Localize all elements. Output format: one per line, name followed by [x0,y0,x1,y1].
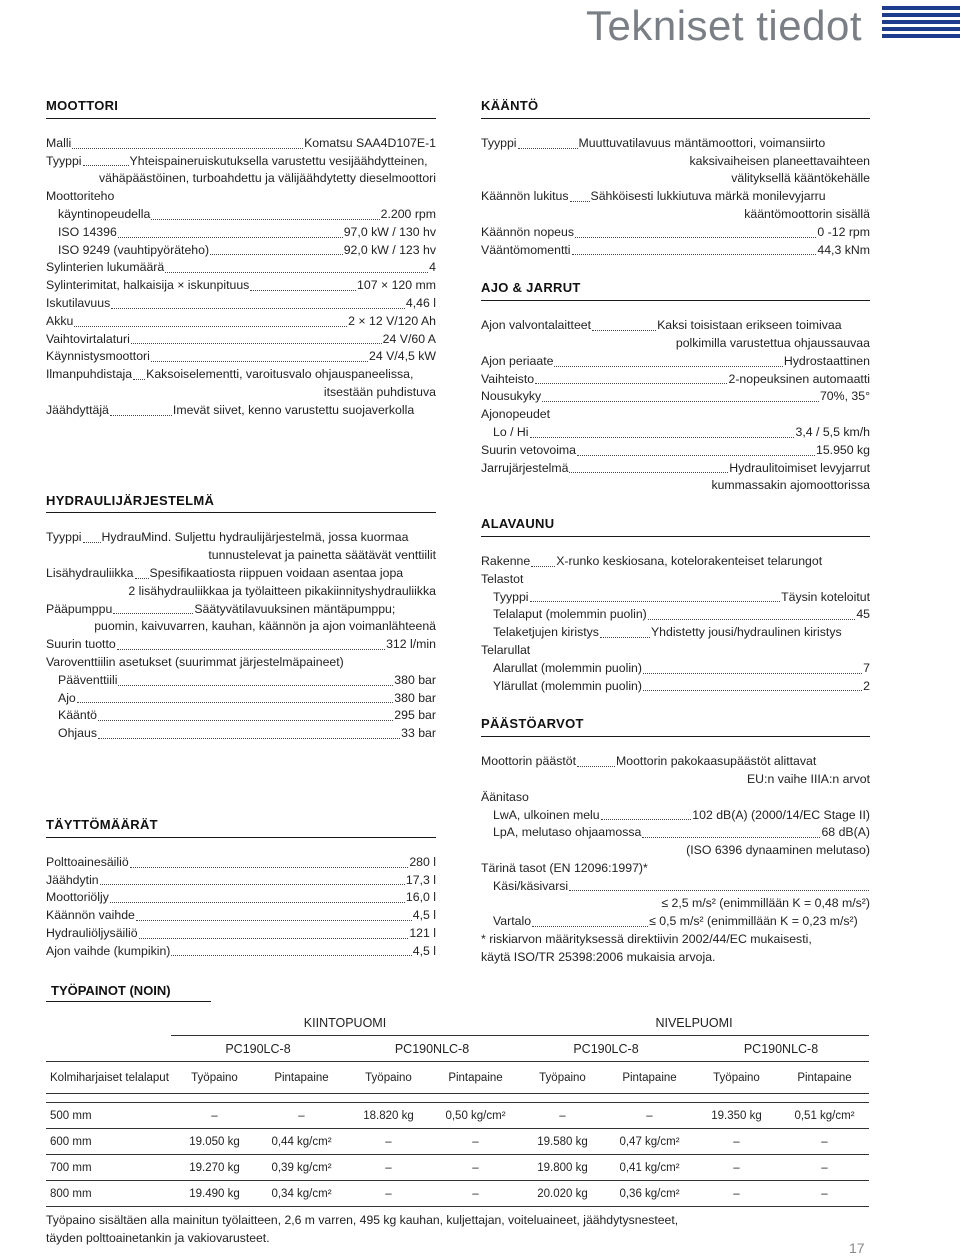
spec-heading: Telarullat [481,642,531,657]
spec-row: Jäähdyttäjä Imevät siivet, kenno varustettu suojaverkolla [46,402,415,417]
spec-row: LwA, ulkoinen melu 102 dB(A) (2000/14/EC Stage II) [493,807,870,822]
table-header-row [46,1010,869,1036]
spec-row: Pääventtiili 380 bar [58,672,436,687]
spec-continuation: 2 lisähydrauliikkaa ja työlaitteen pikakiinnityshydrauliikka [128,583,436,598]
spec-row: Tyyppi Yhteispaineruiskutuksella varustettu vesijäähdytteinen, [46,153,428,168]
spec-continuation: kaksivaiheisen planeettavaihteen [689,153,870,168]
spec-heading: Ajonopeudet [481,407,551,422]
spec-row: Jäähdytin 17,3 l [46,872,436,887]
section-title-tyopainot: TYÖPAINOT (NOIN) [46,983,211,1002]
spec-row: Ohjaus 33 bar [58,726,436,741]
table-model-header: PC190LC-8 [225,1041,291,1056]
spec-row: Käännön vaihde 4,5 l [46,908,436,923]
spec-heading: Tärinä tasot (EN 12096:1997)* [481,860,648,875]
section-title-hydraulijarjestelma: HYDRAULIJÄRJESTELMÄ [46,492,436,514]
spec-row: LpA, melutaso ohjaamossa 68 dB(A) [493,825,870,840]
spec-row: Tyyppi Täysin koteloitut [493,589,870,604]
spec-row: Pääpumppu Säätyvätilavuuksinen mäntäpumppu; [46,601,396,616]
spec-continuation: ≤ 2,5 m/s² (enimmillään K = 0,48 m/s²) [661,896,870,911]
spec-continuation: välityksellä kääntökehälle [731,171,870,186]
page-number: 17 [849,1240,865,1256]
spec-continuation: kummassakin ajomoottorissa [711,478,870,493]
spec-row: Moottoriöljy 16,0 l [46,890,436,905]
spec-continuation: tunnustelevat ja painetta säätävät venttiilit [208,548,436,563]
spec-heading: Telastot [481,571,524,586]
table-model-header: PC190NLC-8 [743,1041,819,1056]
spec-row: Käännön lukitus Sähköisesti lukkiutuva märkä monilevyjarru [481,189,826,204]
section-title-tayttomaarat: TÄYTTÖMÄÄRÄT [46,816,436,838]
spec-row: Tyyppi Muuttuvatilavuus mäntämoottori, voimansiirto [481,135,826,150]
section-title-kaanto: KÄÄNTÖ [481,97,870,119]
table-model-header: PC190NLC-8 [394,1041,470,1056]
spec-continuation: puomin, kaivuvarren, kauhan, käännön ja ajon voimanlähteenä [94,619,436,634]
spec-row: Ajon vaihde (kumpikin) 4,5 l [46,943,436,958]
section-title-ajo-jarrut: AJO & JARRUT [481,279,870,301]
spec-row: Ajon periaate Hydrostaattinen [481,353,870,368]
spec-row: Akku 2 × 12 V/120 Ah [46,313,436,328]
table-row: 600 mm 19.050 kg 0,44 kg/cm² – – 19.580 kg 0,47 kg/cm² – – [46,1129,869,1155]
spec-row: Tyyppi HydrauMind. Suljettu hydraulijärjestelmä, jossa kuormaa [46,530,409,545]
spec-row: Moottorin päästöt Moottorin pakokaasupäästöt alittavat [481,754,817,769]
spec-row: Kääntö 295 bar [58,708,436,723]
brand-stripes [882,6,960,42]
page-title: Tekniset tiedot [586,2,862,49]
spec-continuation: vähäpäästöinen, turboahdettu ja välijäähdytetty dieselmoottori [98,171,436,186]
spec-row: Vääntömomentti 44,3 kNm [481,242,870,257]
spec-row: Vartalo ≤ 0,5 m/s² (enimmillään K = 0,23 m/s²) [493,914,858,929]
spec-continuation: kääntömoottorin sisällä [744,206,870,221]
spec-row: Käynnistysmoottori 24 V/4,5 kW [46,349,436,364]
section-title-moottori: MOOTTORI [46,97,436,119]
spec-row: Sylinterien lukumäärä 4 [46,260,436,275]
spec-row: Vaihteisto 2-nopeuksinen automaatti [481,371,870,386]
section-title-alavaunu: ALAVAUNU [481,515,870,537]
spec-row: ISO 9249 (vauhtipyöräteho) 92,0 kW / 123 hv [58,242,436,257]
footnote: * riskiarvon määrityksessä direktiivin 2002/44/EC mukaisesti, [481,932,812,947]
spec-row: Käännön nopeus 0 -12 rpm [481,224,870,239]
spec-heading: Äänitaso [481,789,529,804]
table-model-header: PC190LC-8 [573,1041,639,1056]
spec-row: Alarullat (molemmin puolin) 7 [493,660,870,675]
table-group-header: KIINTOPUOMI [171,1010,519,1036]
spec-row: Ilmanpuhdistaja Kaksoiselementti, varoitusvalo ohjauspaneelissa, [46,367,414,382]
spec-row: Sylinterimitat, halkaisija × iskunpituus 107 × 120 mm [46,278,436,293]
spec-row: Polttoainesäiliö 280 l [46,854,436,869]
spec-row: Lo / Hi 3,4 / 5,5 km/h [493,424,870,439]
table-subheader-row: Kolmiharjaiset telalaput Työpaino Pintapaine Työpaino Pintapaine Työpaino Pintapaine Työpaino Pintapaine [46,1062,869,1094]
table-row: 500 mm – – 18.820 kg 0,50 kg/cm² – – 19.350 kg 0,51 kg/cm² [46,1103,869,1129]
spec-continuation: (ISO 6396 dynaaminen melutaso) [686,843,870,858]
spec-row: Jarrujärjestelmä Hydraulitoimiset levyjarrut [481,460,870,475]
spec-row: Suurin tuotto 312 l/min [46,637,436,652]
left-column [46,97,436,960]
spec-row: Nousukyky 70%, 35° [481,389,870,404]
weights-note: Työpaino sisältäen alla mainitun työlaitteen, 2,6 m varren, 495 kg kauhan, kuljettajan, voiteluaineet, jäähdytysnesteet, [46,1213,679,1227]
weights-table [46,1010,869,1207]
footnote: käytä ISO/TR 25398:2006 mukaisia arvoja. [481,949,716,964]
spec-row: Iskutilavuus 4,46 l [46,295,436,310]
spec-row: käyntinopeudella 2.200 rpm [58,206,436,221]
spec-row: Ylärullat (molemmin puolin) 2 [493,678,870,693]
spec-continuation: EU:n vaihe IIIA:n arvot [746,771,870,786]
table-row: 700 mm 19.270 kg 0,39 kg/cm² – – 19.800 kg 0,41 kg/cm² – – [46,1155,869,1181]
spec-row: Käsi/käsivarsi [481,878,870,896]
spec-row: Suurin vetovoima 15.950 kg [481,442,870,457]
table-group-header: NIVELPUOMI [519,1010,869,1036]
spec-continuation: itsestään puhdistuva [323,384,436,399]
spec-row: Rakenne X-runko keskiosana, kotelorakenteiset telarungot [481,553,823,568]
table-header-row [46,1036,869,1062]
spec-row: Malli Komatsu SAA4D107E-1 [46,135,436,150]
spec-continuation: polkimilla varustettua ohjaussauvaa [675,335,870,350]
spec-row: Ajon valvontalaitteet Kaksi toisistaan erikseen toimivaa [481,318,842,333]
spec-row: Telaketjujen kiristys Yhdistetty jousi/hydraulinen kiristys [493,625,842,640]
weights-section [46,983,869,1247]
right-column [481,97,870,967]
spec-row: Vaihtovirtalaturi 24 V/60 A [46,331,436,346]
section-title-paastoarvot: PÄÄSTÖARVOT [481,715,870,737]
spec-row: Hydrauliöljysäiliö 121 l [46,925,436,940]
spec-row: Ajo 380 bar [58,690,436,705]
spec-row: Lisähydrauliikka Spesifikaatiosta riippuen voidaan asentaa jopa [46,565,404,580]
spec-heading: Moottoriteho [46,189,115,204]
weights-note: täyden polttoainetankin ja vakiovarusteet. [46,1230,270,1245]
spec-heading: Varoventtiilin asetukset (suurimmat järjestelmäpaineet) [46,654,344,669]
spec-row: ISO 14396 97,0 kW / 130 hv [58,224,436,239]
table-row: 800 mm 19.490 kg 0,34 kg/cm² – – 20.020 kg 0,36 kg/cm² – – [46,1181,869,1207]
spec-row: Telalaput (molemmin puolin) 45 [493,607,870,622]
